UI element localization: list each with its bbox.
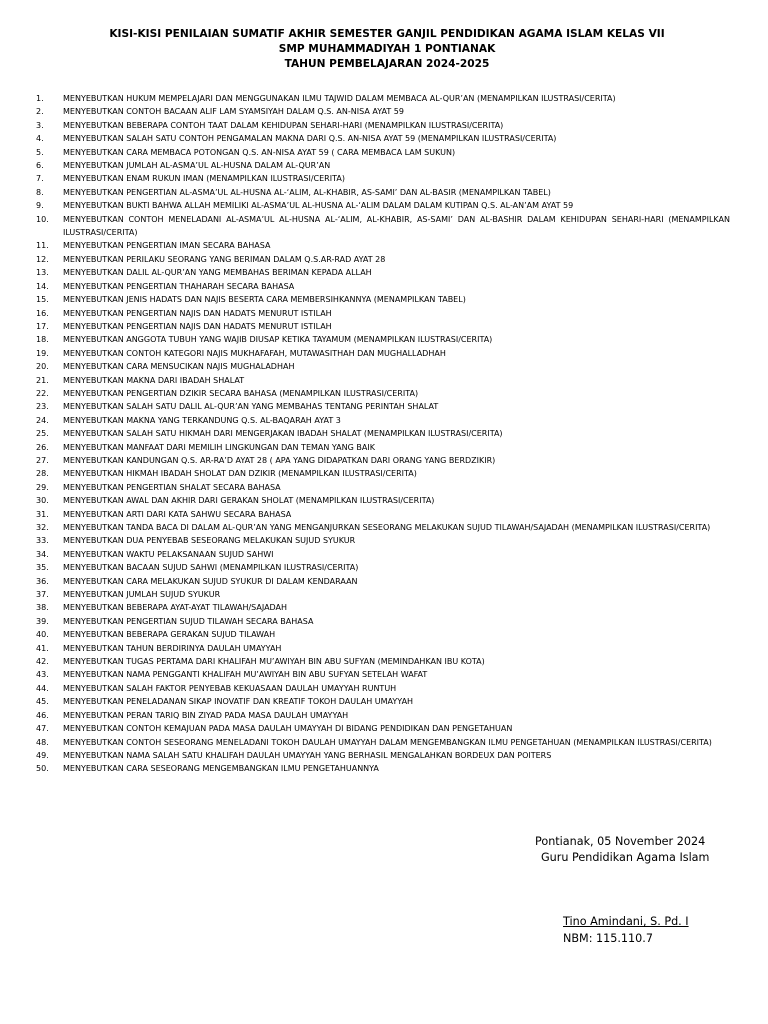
list-item-text: MENYEBUTKAN CARA SESEORANG MENGEMBANGKAN ILMU PENGETAHUANNYA [63,764,379,774]
list-item-number: 22. [36,388,49,398]
list-item-number: 39. [36,616,49,626]
list-item-text: MENYEBUTKAN TUGAS PERTAMA DARI KHALIFAH MU’AWIYAH BIN ABU SUFYAN (MEMINDAHKAN IBU KOTA) [63,657,485,667]
list-item-number: 12. [36,254,49,264]
list-item-number: 14. [36,281,49,291]
list-item [36,333,730,346]
list-item [36,561,730,574]
list-item-text: MENYEBUTKAN PENGERTIAN NAJIS DAN HADATS MENURUT ISTILAH [63,321,332,331]
list-item-number: 38. [36,603,49,613]
list-item [36,736,730,749]
list-item [36,280,730,293]
list-item [36,588,730,601]
list-item-text: MENYEBUTKAN PENGERTIAN NAJIS DAN HADATS MENURUT ISTILAH [63,308,332,318]
list-item-text: MENYEBUTKAN ANGGOTA TUBUH YANG WAJIB DIUSAP KETIKA TAYAMUM (MENAMPILKAN ILUSTRASI/CERITA) [63,335,493,345]
list-item-text: MENYEBUTKAN NAMA PENGGANTI KHALIFAH MU’AWIYAH BIN ABU SUFYAN SETELAH WAFAT [63,670,428,680]
list-item-number: 11. [36,241,49,251]
list-item-text: MENYEBUTKAN TAHUN BERDIRINYA DAULAH UMAYYAH [63,643,282,653]
list-item-number: 6. [36,161,44,171]
list-item-number: 49. [36,750,49,760]
list-item-text: MENYEBUTKAN PENGERTIAN AL-ASMA’UL AL-HUSNA AL-‘ALIM, AL-KHABIR, AS-SAMI’ DAN AL-BASIR (MENAMPILKAN TABEL) [63,187,551,197]
list-item-text: MENYEBUTKAN KANDUNGAN Q.S. AR-RA’D AYAT 28 ( APA YANG DIDAPATKAN DARI ORANG YANG BERDZIKIR) [63,455,496,465]
title-line-3: TAHUN PEMBELAJARAN 2024-2025 [284,58,490,70]
list-item-number: 18. [36,335,49,345]
list-item [36,347,730,360]
list-item [36,749,730,762]
list-item-number: 43. [36,670,49,680]
list-item [36,199,730,212]
list-item [36,360,730,373]
list-item-text: MENYEBUTKAN CARA MENSUCIKAN NAJIS MUGHALADHAH [63,362,295,372]
list-item-number: 21. [36,375,49,385]
list-item-number: 46. [36,710,49,720]
list-item-text: MENYEBUTKAN MAKNA DARI IBADAH SHALAT [63,375,245,385]
list-item-text: MENYEBUTKAN HIKMAH IBADAH SHOLAT DAN DZIKIR (MENAMPILKAN ILUSTRASI/CERITA) [63,469,417,479]
list-item-text: MENYEBUTKAN PERAN TARIQ BIN ZIYAD PADA MASA DAULAH UMAYYAH [63,710,349,720]
list-item [36,494,730,507]
list-item [36,655,730,668]
list-item [36,239,730,252]
list-item-text: MENYEBUTKAN SALAH SATU DALIL AL-QUR’AN YANG MEMBAHAS TENTANG PERINTAH SHALAT [63,402,439,412]
list-item-text: MENYEBUTKAN CONTOH SESEORANG MENELADANI TOKOH DAULAH UMAYYAH DALAM MENGEMBANGKAN ILMU PENGETAHUAN (MENAMPILKAN ILUSTRASI/CERITA) [63,737,712,747]
list-item-number: 29. [36,482,49,492]
list-item [36,119,730,132]
list-item-number: 35. [36,563,49,573]
list-item [36,253,730,266]
list-item [36,481,730,494]
list-item [36,722,730,735]
list-item-text: MENYEBUTKAN SALAH SATU CONTOH PENGAMALAN MAKNA DARI Q.S. AN-NISA AYAT 59 (MENAMPILKAN ILUSTRASI/CERITA) [63,134,557,144]
list-item-text: MENYEBUTKAN SALAH SATU HIKMAH DARI MENGERJAKAN IBADAH SHALAT (MENAMPILKAN ILUSTRASI/CERITA) [63,429,503,439]
list-item [36,548,730,561]
list-item-text: MENYEBUTKAN CARA MEMBACA POTONGAN Q.S. AN-NISA AYAT 59 ( CARA MEMBACA LAM SUKUN) [63,147,456,157]
signature-place-date: Pontianak, 05 November 2024 [535,835,706,848]
signature-block [535,834,709,866]
list-item [36,159,730,172]
list-item-number: 42. [36,657,49,667]
list-item-text: MENYEBUTKAN CONTOH KEMAJUAN PADA MASA DAULAH UMAYYAH DI BIDANG PENDIDIKAN DAN PENGETAHUAN [63,724,513,734]
list-item [36,534,730,547]
signature-role: Guru Pendidikan Agama Islam [541,851,710,864]
list-item [36,213,730,240]
list-item-text: MENYEBUTKAN CONTOH MENELADANI AL-ASMA’UL AL-HUSNA AL-‘ALIM, AL-KHABIR, AS-SAMI’ DAN AL-BASHIR DALAM KEHIDUPAN SEHARI-HARI (MENAMPILKAN ILUSTRASI/CERITA) [63,214,730,238]
list-item [36,374,730,387]
list-item [36,186,730,199]
list-item-number: 8. [36,187,44,197]
list-item [36,172,730,185]
list-item-text: MENYEBUTKAN SALAH FAKTOR PENYEBAB KEKUASAAN DAULAH UMAYYAH RUNTUH [63,683,397,693]
list-item-text: MENYEBUTKAN MAKNA YANG TERKANDUNG Q.S. AL-BAQARAH AYAT 3 [63,415,341,425]
list-item [36,307,730,320]
list-item-text: MENYEBUTKAN JUMLAH SUJUD SYUKUR [63,590,221,600]
list-item-text: MENYEBUTKAN HUKUM MEMPELAJARI DAN MENGGUNAKAN ILMU TAJWID DALAM MEMBACA AL-QUR’AN (MENAMPILKAN ILUSTRASI/CERITA) [63,94,616,103]
list-item-number: 50. [36,764,49,774]
list-item-text: MENYEBUTKAN BEBERAPA GERAKAN SUJUD TILAWAH [63,630,276,640]
list-item [36,601,730,614]
list-item [36,414,730,427]
list-item-number: 19. [36,348,49,358]
list-item [36,320,730,333]
list-item-number: 13. [36,268,49,278]
list-item-text: MENYEBUTKAN BACAAN SUJUD SAHWI (MENAMPILKAN ILUSTRASI/CERITA) [63,563,359,573]
list-item-number: 23. [36,402,49,412]
list-item-number: 44. [36,683,49,693]
list-item-number: 24. [36,415,49,425]
signer-name: Tino Amindani, S. Pd. I [563,915,689,928]
list-item-text: MENYEBUTKAN BEBERAPA CONTOH TAAT DALAM KEHIDUPAN SEHARI-HARI (MENAMPILKAN ILUSTRASI/CERITA) [63,120,504,130]
list-item-number: 40. [36,630,49,640]
signer-nbm: NBM: 115.110.7 [563,932,653,945]
list-item [36,642,730,655]
list-item [36,615,730,628]
list-item [36,521,730,534]
list-item [36,668,730,681]
list-item [36,387,730,400]
list-item-text: MENYEBUTKAN PENGERTIAN DZIKIR SECARA BAHASA (MENAMPILKAN ILUSTRASI/CERITA) [63,388,419,398]
list-item-number: 9. [36,201,44,211]
list-item [36,628,730,641]
list-item-number: 41. [36,643,49,653]
list-item-text: MENYEBUTKAN AWAL DAN AKHIR DARI GERAKAN SHOLAT (MENAMPILKAN ILUSTRASI/CERITA) [63,496,435,506]
list-item-text: MENYEBUTKAN PERILAKU SEORANG YANG BERIMAN DALAM Q.S.AR-RAD AYAT 28 [63,254,386,264]
list-item [36,467,730,480]
list-item [36,682,730,695]
list-item-number: 34. [36,549,49,559]
list-item-text: MENYEBUTKAN BEBERAPA AYAT-AYAT TILAWAH/SAJADAH [63,603,288,613]
list-item [36,105,730,118]
list-item-text: MENYEBUTKAN WAKTU PELAKSANAAN SUJUD SAHWI [63,549,274,559]
list-item-number: 36. [36,576,49,586]
list-item-number: 48. [36,737,49,747]
list-item [36,92,730,105]
list-item-number: 37. [36,590,49,600]
list-item-number: 1. [36,94,44,103]
list-item-number: 33. [36,536,49,546]
list-item-text: MENYEBUTKAN ARTI DARI KATA SAHWU SECARA BAHASA [63,509,292,519]
list-item-text: MENYEBUTKAN DUA PENYEBAB SESEORANG MELAKUKAN SUJUD SYUKUR [63,536,356,546]
list-item [36,293,730,306]
list-item-text: MENYEBUTKAN TANDA BACA DI DALAM AL-QUR’AN YANG MENGANJURKAN SESEORANG MELAKUKAN SUJUD TILAWAH/SAJADAH (MENAMPILKAN ILUSTRASI/CERITA) [63,523,711,532]
list-item-number: 5. [36,147,44,157]
document-title [0,27,768,72]
list-item [36,709,730,722]
list-item [36,132,730,145]
list-item-text: MENYEBUTKAN CONTOH BACAAN ALIF LAM SYAMSIYAH DALAM Q.S. AN-NISA AYAT 59 [63,107,404,117]
list-item [36,454,730,467]
list-item-text: MENYEBUTKAN DALIL AL-QUR’AN YANG MEMBAHAS BERIMAN KEPADA ALLAH [63,268,372,278]
list-item-text: MENYEBUTKAN CARA MELAKUKAN SUJUD SYUKUR DI DALAM KENDARAAN [63,576,358,586]
list-item-number: 4. [36,134,44,144]
list-item [36,146,730,159]
list-item-number: 2. [36,107,44,117]
list-item-number: 10. [36,214,49,224]
list-item [36,508,730,521]
list-item [36,695,730,708]
title-line-1: KISI-KISI PENILAIAN SUMATIF AKHIR SEMESTER GANJIL PENDIDIKAN AGAMA ISLAM KELAS VII [109,28,665,40]
list-item-number: 28. [36,469,49,479]
list-item-text: MENYEBUTKAN CONTOH KATEGORI NAJIS MUKHAFAFAH, MUTAWASITHAH DAN MUGHALLADHAH [63,348,446,358]
indicator-list [36,92,730,776]
list-item-number: 31. [36,509,49,519]
list-item-text: MENYEBUTKAN MANFAAT DARI MEMILIH LINGKUNGAN DAN TEMAN YANG BAIK [63,442,375,452]
list-item [36,762,730,775]
list-item-text: MENYEBUTKAN BUKTI BAHWA ALLAH MEMILIKI AL-ASMA’UL AL-HUSNA AL-‘ALIM DALAM DALAM KUTIPAN Q.S. AL-AN’AM AYAT 59 [63,201,574,211]
title-line-2: SMP MUHAMMADIYAH 1 PONTIANAK [278,43,496,55]
list-item-number: 47. [36,724,49,734]
list-item-text: MENYEBUTKAN JUMLAH AL-ASMA’UL AL-HUSNA DALAM AL-QUR’AN [63,161,331,171]
list-item-text: MENYEBUTKAN JENIS HADATS DAN NAJIS BESERTA CARA MEMBERSIHKANNYA (MENAMPILKAN TABEL) [63,295,466,305]
list-item-number: 45. [36,697,49,707]
list-item-text: MENYEBUTKAN PENELADANAN SIKAP INOVATIF DAN KREATIF TOKOH DAULAH UMAYYAH [63,697,414,707]
list-item [36,441,730,454]
list-item-number: 17. [36,321,49,331]
list-item-number: 15. [36,295,49,305]
list-item-number: 3. [36,120,44,130]
list-item-number: 20. [36,362,49,372]
list-item-text: MENYEBUTKAN ENAM RUKUN IMAN (MENAMPILKAN ILUSTRASI/CERITA) [63,174,345,184]
list-item-number: 27. [36,455,49,465]
signer-block [563,913,689,947]
list-item-number: 25. [36,429,49,439]
list-item-number: 16. [36,308,49,318]
list-item-text: MENYEBUTKAN PENGERTIAN IMAN SECARA BAHASA [63,241,271,251]
list-item-text: MENYEBUTKAN NAMA SALAH SATU KHALIFAH DAULAH UMAYYAH YANG BERHASIL MENGALAHKAN BORDEUX DAN POITERS [63,750,552,760]
list-item [36,400,730,413]
list-item-text: MENYEBUTKAN PENGERTIAN SUJUD TILAWAH SECARA BAHASA [63,616,314,626]
list-item-number: 32. [36,523,49,532]
list-item [36,427,730,440]
list-item-text: MENYEBUTKAN PENGERTIAN SHALAT SECARA BAHASA [63,482,281,492]
list-item-text: MENYEBUTKAN PENGERTIAN THAHARAH SECARA BAHASA [63,281,295,291]
list-item-number: 26. [36,442,49,452]
list-item-number: 30. [36,496,49,506]
list-item-number: 7. [36,174,44,184]
list-item [36,266,730,279]
list-item [36,575,730,588]
